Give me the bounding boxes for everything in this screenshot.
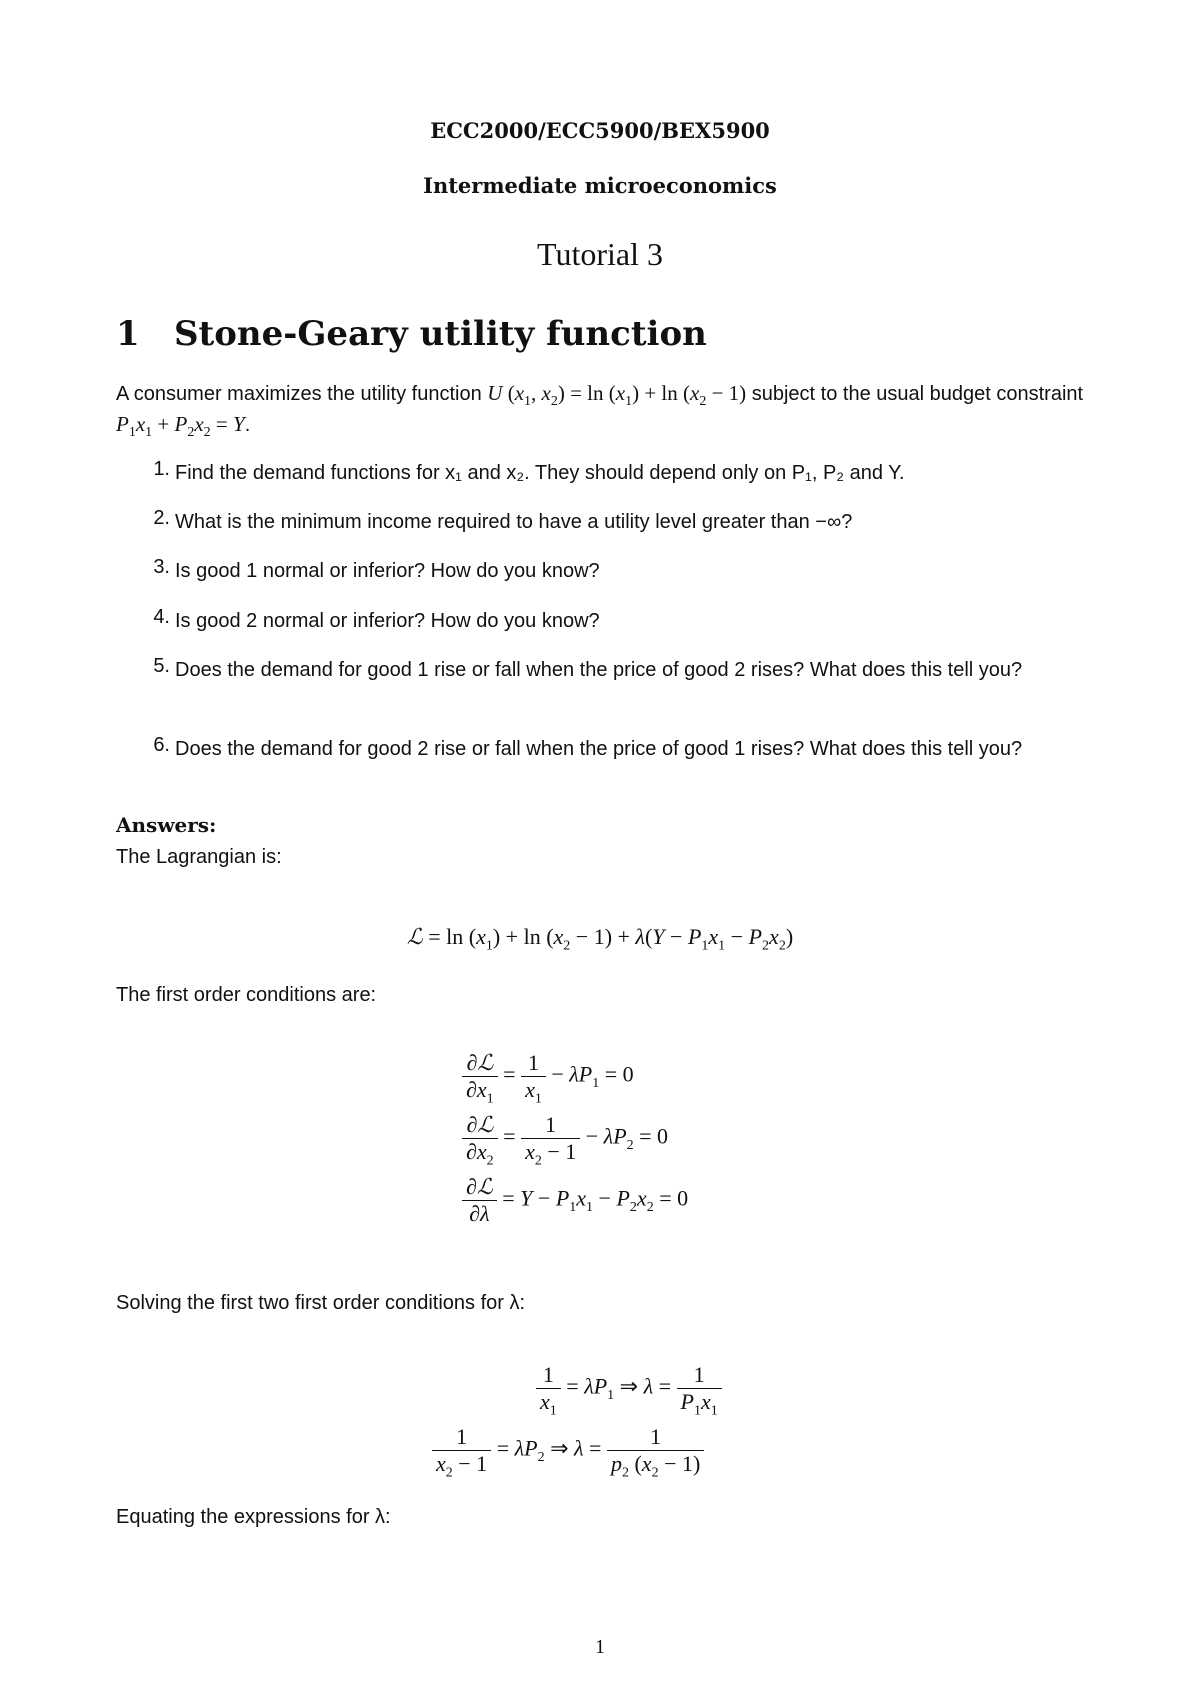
course-codes: ECC2000/ECC5900/BEX5900 [430, 118, 770, 143]
lagrangian-intro: The Lagrangian is: [116, 846, 282, 868]
lagrangian-equation: ℒ = $\ln (x_1) + \ln (x_2 - 1) + \lambda(Y - P_1x_1 - P_2x_2)$ [406, 924, 794, 954]
equate-intro: Equating the expressions for λ: [116, 1506, 391, 1528]
question-number: 2. [153, 507, 170, 529]
page-number: 1 [595, 1636, 605, 1658]
tutorial-title: Tutorial 3 [537, 236, 663, 272]
question-text: What is the minimum income required to have a utility level greater than −∞? [175, 511, 853, 533]
foc-equation-x1: $\frac{\text{∂ℒ}}{\partial x_1}$ = $\frac{1}{x_1}$ − $\lambda P_1 = 0$ [462, 1050, 634, 1103]
question-number: 1. [153, 458, 170, 480]
section-number: 1 [116, 314, 140, 354]
course-name: Intermediate microeconomics [423, 173, 777, 198]
question-number: 5. [153, 655, 170, 677]
lambda-equation-1: $\frac{1}{x_1}$ = $\lambda P_1$ ⇒ λ = $\frac{1}{P_1x_1}$ [536, 1362, 722, 1415]
intro-text-c: . [244, 414, 251, 436]
answers-heading: Answers: [116, 813, 217, 837]
foc-intro: The first order conditions are: [116, 984, 377, 1006]
question-number: 4. [153, 606, 170, 628]
lambda-equation-2: $\frac{1}{x_2 - 1}$ = $\lambda P_2$ ⇒ λ = $\frac{1}{p_2 (x_2 - 1)}$ [432, 1424, 704, 1477]
question-text: Does the demand for good 2 rise or fall when the price of good 1 rises? What does this tell you? [175, 738, 1023, 760]
foc-equation-x2: $\frac{\text{∂ℒ}}{\partial x_2}$ = $\frac{1}{x_2 - 1}$ − $\lambda P_2 = 0$ [462, 1112, 668, 1165]
question-number: 6. [153, 734, 170, 756]
section-title: Stone-Geary utility function [174, 314, 707, 354]
intro-text-b: subject to the usual budget constraint [746, 383, 1084, 405]
solve-intro: Solving the first two first order conditions for λ: [116, 1292, 526, 1314]
question-text: Does the demand for good 1 rise or fall when the price of good 2 rises? What does this tell you? [175, 659, 1023, 681]
question-text: Is good 2 normal or inferior? How do you know? [175, 610, 600, 632]
question-text: Is good 1 normal or inferior? How do you know? [175, 560, 600, 582]
intro-text-a: A consumer maximizes the utility function [116, 383, 488, 405]
intro-paragraph: A consumer maximizes the utility function U ($x_1$, $x_2) = \ln (x_1) + \ln (x_2 - 1)$ subject to the usual budget constraint $P_1x_1 + P_2x_2 = Y$. [116, 381, 1084, 441]
question-number: 3. [153, 556, 170, 578]
foc-equation-lambda: $\frac{\text{∂ℒ}}{\partial\lambda}$ = $Y - P_1x_1 - P_2x_2 = 0$ [462, 1174, 688, 1227]
budget-constraint-formula: P [116, 412, 129, 436]
utility-function-formula: U [487, 381, 503, 405]
question-text: Find the demand functions for x₁ and x₂. They should depend only on P₁, P₂ and Y. [175, 462, 905, 484]
